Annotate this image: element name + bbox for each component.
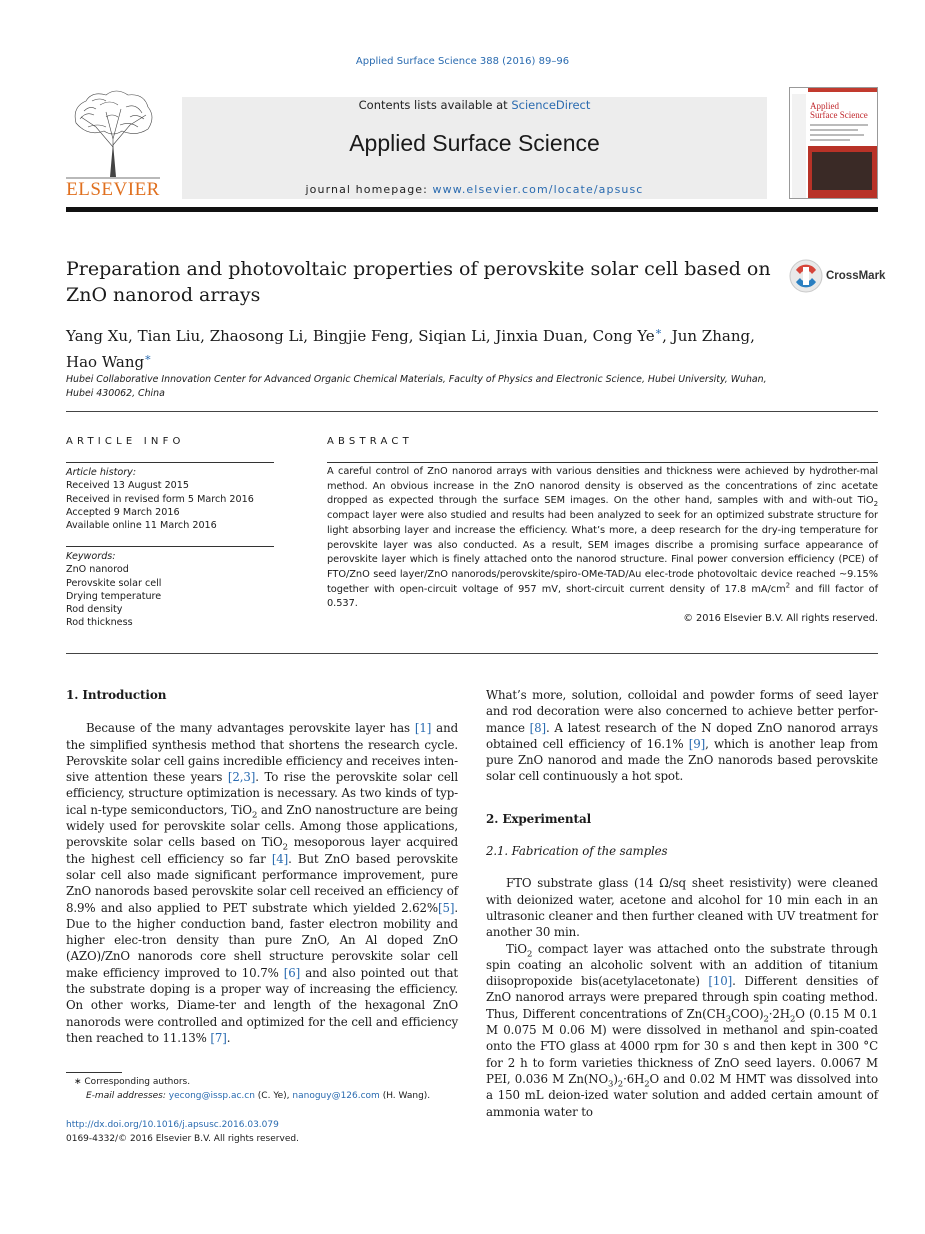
corresponding-author-marker[interactable]: ∗ [654, 325, 663, 338]
history-item: Accepted 9 March 2016 [66, 506, 180, 518]
keyword-item: Rod density [66, 604, 123, 616]
subscript: 3 [725, 1014, 731, 1025]
subsection-heading-fabrication: 2.1. Fabrication of the samples [486, 844, 668, 859]
journal-masthead [182, 97, 767, 199]
crossmark-badge[interactable] [788, 258, 886, 294]
text: O and 0.02 M HMT was dissolved into a 150 mL deion-ized water solution and added certain amount of ammonia water to [486, 1071, 878, 1119]
journal-reference[interactable]: Applied Surface Science 388 (2016) 89–96 [355, 56, 570, 67]
history-item: Available online 11 March 2016 [66, 520, 217, 532]
text: mesoporous layer acquired the highest cell efficiency so far [66, 835, 459, 866]
doi-link[interactable]: http://dx.doi.org/10.1016/j.apsusc.2016.03.079 [66, 1120, 279, 1130]
cover-title-line-1: Applied [810, 101, 839, 111]
authors-part-2: , Jun Zhang, [662, 327, 755, 345]
text: TiO [506, 941, 527, 956]
email-link[interactable]: yecong@issp.ac.cn [168, 1090, 255, 1101]
history-item: Received 13 August 2015 [66, 480, 189, 492]
abstract-text-2: compact layer were also studied and results had been analyzed to seek for an optimized substrate structure for light absorbing layer and increase the efficiency. What’s more, a deep research for the dry-ing temperature for perovskite layer was also conducted. As a result, SEM images discribe a promising surface appearance of perovskite layer which is finely attached onto the nanorod structure. Final power conversion efficiency (PCE) of FTO/ZnO seed layer/ZnO nanorods/perovskite/spiro-OMe-TAD/Au elec-trode photovoltaic device reached ~9.15% together with open-circuit voltage of 957 mV, short-circuit current density of 17.8 mA/cm [327, 510, 878, 595]
text: ) [613, 1071, 618, 1086]
text: (H. Wang). [379, 1090, 431, 1101]
divider [66, 411, 878, 412]
intro-continued [486, 687, 878, 785]
homepage-prefix: journal homepage: [305, 183, 433, 196]
elsevier-logo [66, 87, 160, 201]
experimental-paragraph [486, 941, 878, 1120]
subscript: 2 [251, 810, 258, 821]
superscript: 2 [785, 580, 791, 590]
text: . [226, 1030, 231, 1045]
body-right-column [486, 687, 878, 1120]
text: . To rise the perovskite solar cell efficiency, structure optimization is necessary. As two kinds of typ-ical n-type semiconductors, TiO [66, 770, 458, 817]
subscript: 2 [644, 1079, 650, 1090]
keyword-item: Rod thickness [66, 617, 133, 629]
experimental-paragraph: FTO substrate glass (14 Ω/sq sheet resistivity) were cleaned with deionized water, acetone and alcohol for 10 min each in an ultrasonic cleaner and then further cleaned with UV treatment for another 30 min. [486, 876, 878, 940]
subscript: 2 [763, 1014, 769, 1025]
history-item: Received in revised form 5 March 2016 [66, 493, 254, 505]
text: . Different densities of ZnO nanorod arrays were prepared through spin coating method. Thus, Different concentrations of Zn(CH [486, 974, 878, 1021]
text: and ZnO nanostructure are being widely used for perovskite solar cells. Among those applications, perovskite solar cells based on TiO [66, 802, 458, 850]
section-heading-introduction: 1. Introduction [66, 688, 167, 702]
citation-link[interactable]: [5] [438, 900, 455, 915]
cover-sidebar [792, 94, 806, 198]
corresponding-note: ∗ Corresponding authors. [74, 1077, 191, 1087]
elsevier-tree-icon [66, 87, 160, 179]
text: COO) [730, 1006, 764, 1021]
intro-paragraph [66, 720, 458, 1046]
text: and also pointed out that the substrate doping is a proper way of increasing the efficiency. On other works, Diame-ter and length of the hexagonal ZnO nanorods were controlled and optimized for the cell and efficiency then reached to 11.13% [66, 965, 458, 1045]
keyword-item: Perovskite solar cell [66, 577, 162, 589]
crossmark-label: CrossMark [826, 270, 886, 282]
corresponding-author-marker[interactable]: ∗ [144, 351, 152, 364]
abstract-copyright: © 2016 Elsevier B.V. All rights reserved. [683, 613, 878, 625]
text: Because of the many advantages perovskite layer has [86, 721, 415, 736]
abstract-heading: ABSTRACT [327, 436, 413, 447]
divider [327, 462, 878, 463]
email-link[interactable]: nanoguy@126.com [292, 1090, 380, 1101]
header-rule [66, 207, 878, 212]
divider [66, 462, 274, 463]
homepage-link[interactable]: www.elsevier.com/locate/apsusc [432, 183, 644, 196]
text: . A latest research of the N doped ZnO nanorod arrays obtained cell efficiency of 16.1% [486, 720, 878, 751]
citation-link[interactable]: [9] [688, 736, 706, 751]
contents-line [182, 98, 767, 112]
subscript: 2 [526, 948, 533, 959]
cover-red-panel [808, 146, 877, 198]
keyword-item: ZnO nanorod [66, 564, 129, 576]
doi-block [66, 1119, 466, 1146]
article-history [66, 466, 276, 532]
cover-photo [812, 152, 872, 190]
text: What’s more, solution, colloidal and powder forms of seed layer and rod decoration were also concerned to achieve better perfor-mance [486, 688, 878, 735]
section-heading-experimental: 2. Experimental [486, 811, 592, 826]
homepage-line [182, 183, 767, 196]
footnote [66, 1076, 466, 1103]
article-title: Preparation and photovoltaic properties of perovskite solar cell based on ZnO nanorod arrays [66, 258, 771, 306]
issn-line: 0169-4332/© 2016 Elsevier B.V. All rights reserved. [66, 1133, 299, 1144]
authors-part-3: Hao Wang [66, 353, 145, 371]
text: compact layer was attached onto the substrate through spin coating an alcoholic solvent with an addition of titanium diisopropoxide bis(acetylacetonate) [486, 941, 878, 989]
citation-link[interactable]: [10] [708, 974, 733, 989]
journal-title: Applied Surface Science [349, 130, 600, 156]
subscript: 2 [789, 1014, 796, 1025]
text: . Due to the higher conduction band, faster electron mobility and higher elec-tron density than pure ZnO, An Al doped ZnO (AZO)/ZnO nanorods core shell structure perovskite solar cell make efficiency improved to 10.7% [66, 900, 458, 980]
text: (C. Ye), [254, 1090, 293, 1101]
cover-text-lines [810, 124, 870, 144]
publisher-name: ELSEVIER [66, 179, 160, 200]
text: . But ZnO based perovskite solar cell also made significant performance improvement, pure ZnO nanorods based perovskite solar cell received an efficiency of 8.9% and also applied to PET substrate which yielded 2.62% [66, 851, 458, 915]
footnote-rule [66, 1072, 122, 1073]
body-left-column [66, 687, 458, 1046]
authors-part-1: Yang Xu, Tian Liu, Zhaosong Li, Bingjie Feng, Siqian Li, Jinxia Duan, Cong Ye [66, 327, 655, 345]
email-line [66, 1090, 466, 1104]
crossmark-icon [788, 258, 824, 294]
text: O (0.15 M 0.1 M 0.075 M 0.06 M) were dissolved in methanol and spin-coated onto the FTO glass at 4000 rpm for 30 s and then kept in 300 °C for 2 h to form varieties thickness of ZnO seed layers. 0.0067 M PEI, 0.036 M Zn(NO [486, 1006, 878, 1086]
abstract-text-1: A careful control of ZnO nanorod arrays with various densities and thickness were achieved by hydrother-mal method. An obvious increase in the ZnO nanorod density is observed as the concentrations of zinc acetate dropped as expected through the surface SEM images. On the other hand, samples with and with-out TiO [327, 466, 878, 507]
text: and the simplified synthesis method that shortens the research cycle. Perovskite solar cell gains incredible efficiency and receives inten-sive attention these years [66, 721, 459, 785]
citation-link[interactable]: [1] [414, 721, 432, 736]
citation-link[interactable]: [4] [271, 851, 289, 866]
contents-prefix: Contents lists available at [358, 98, 512, 112]
cover-title [810, 102, 868, 120]
subscript: 2 [873, 499, 878, 509]
divider [66, 653, 878, 654]
author-list [66, 321, 786, 373]
citation-link[interactable]: [8] [529, 720, 546, 735]
text: ·2H [768, 1006, 790, 1021]
abstract-body [327, 465, 878, 627]
keyword-item: Drying temperature [66, 590, 162, 602]
email-label: E-mail addresses: [86, 1090, 169, 1101]
citation-link[interactable]: [6] [283, 965, 301, 980]
subscript: 3 [608, 1079, 614, 1090]
affiliation: Hubei Collaborative Innovation Center for Advanced Organic Chemical Materials, Faculty of Physics and Electronic Science, Hubei University, Wuhan, Hubei 430062, China [66, 374, 767, 399]
subscript: 2 [617, 1079, 624, 1090]
abstract-text-3: and fill factor of 0.537. [327, 583, 878, 610]
text: ·6H [623, 1071, 645, 1086]
journal-cover-image [789, 87, 878, 199]
cover-title-line-2: Surface Science [810, 110, 868, 120]
cover-band [808, 88, 877, 92]
text: , which is another leap from pure ZnO nanorod and made the ZnO nanorods based perovskite solar cell continuously a hot spot. [486, 736, 878, 784]
sciencedirect-link[interactable]: ScienceDirect [511, 98, 591, 112]
article-info-heading: ARTICLE INFO [66, 436, 185, 447]
keywords-label: Keywords: [66, 551, 116, 562]
citation-link[interactable]: [7] [210, 1030, 227, 1045]
keywords [66, 550, 276, 630]
subscript: 2 [282, 842, 288, 853]
divider [66, 546, 274, 547]
citation-link[interactable]: [2,3] [227, 770, 256, 785]
history-label: Article history: [66, 467, 137, 478]
